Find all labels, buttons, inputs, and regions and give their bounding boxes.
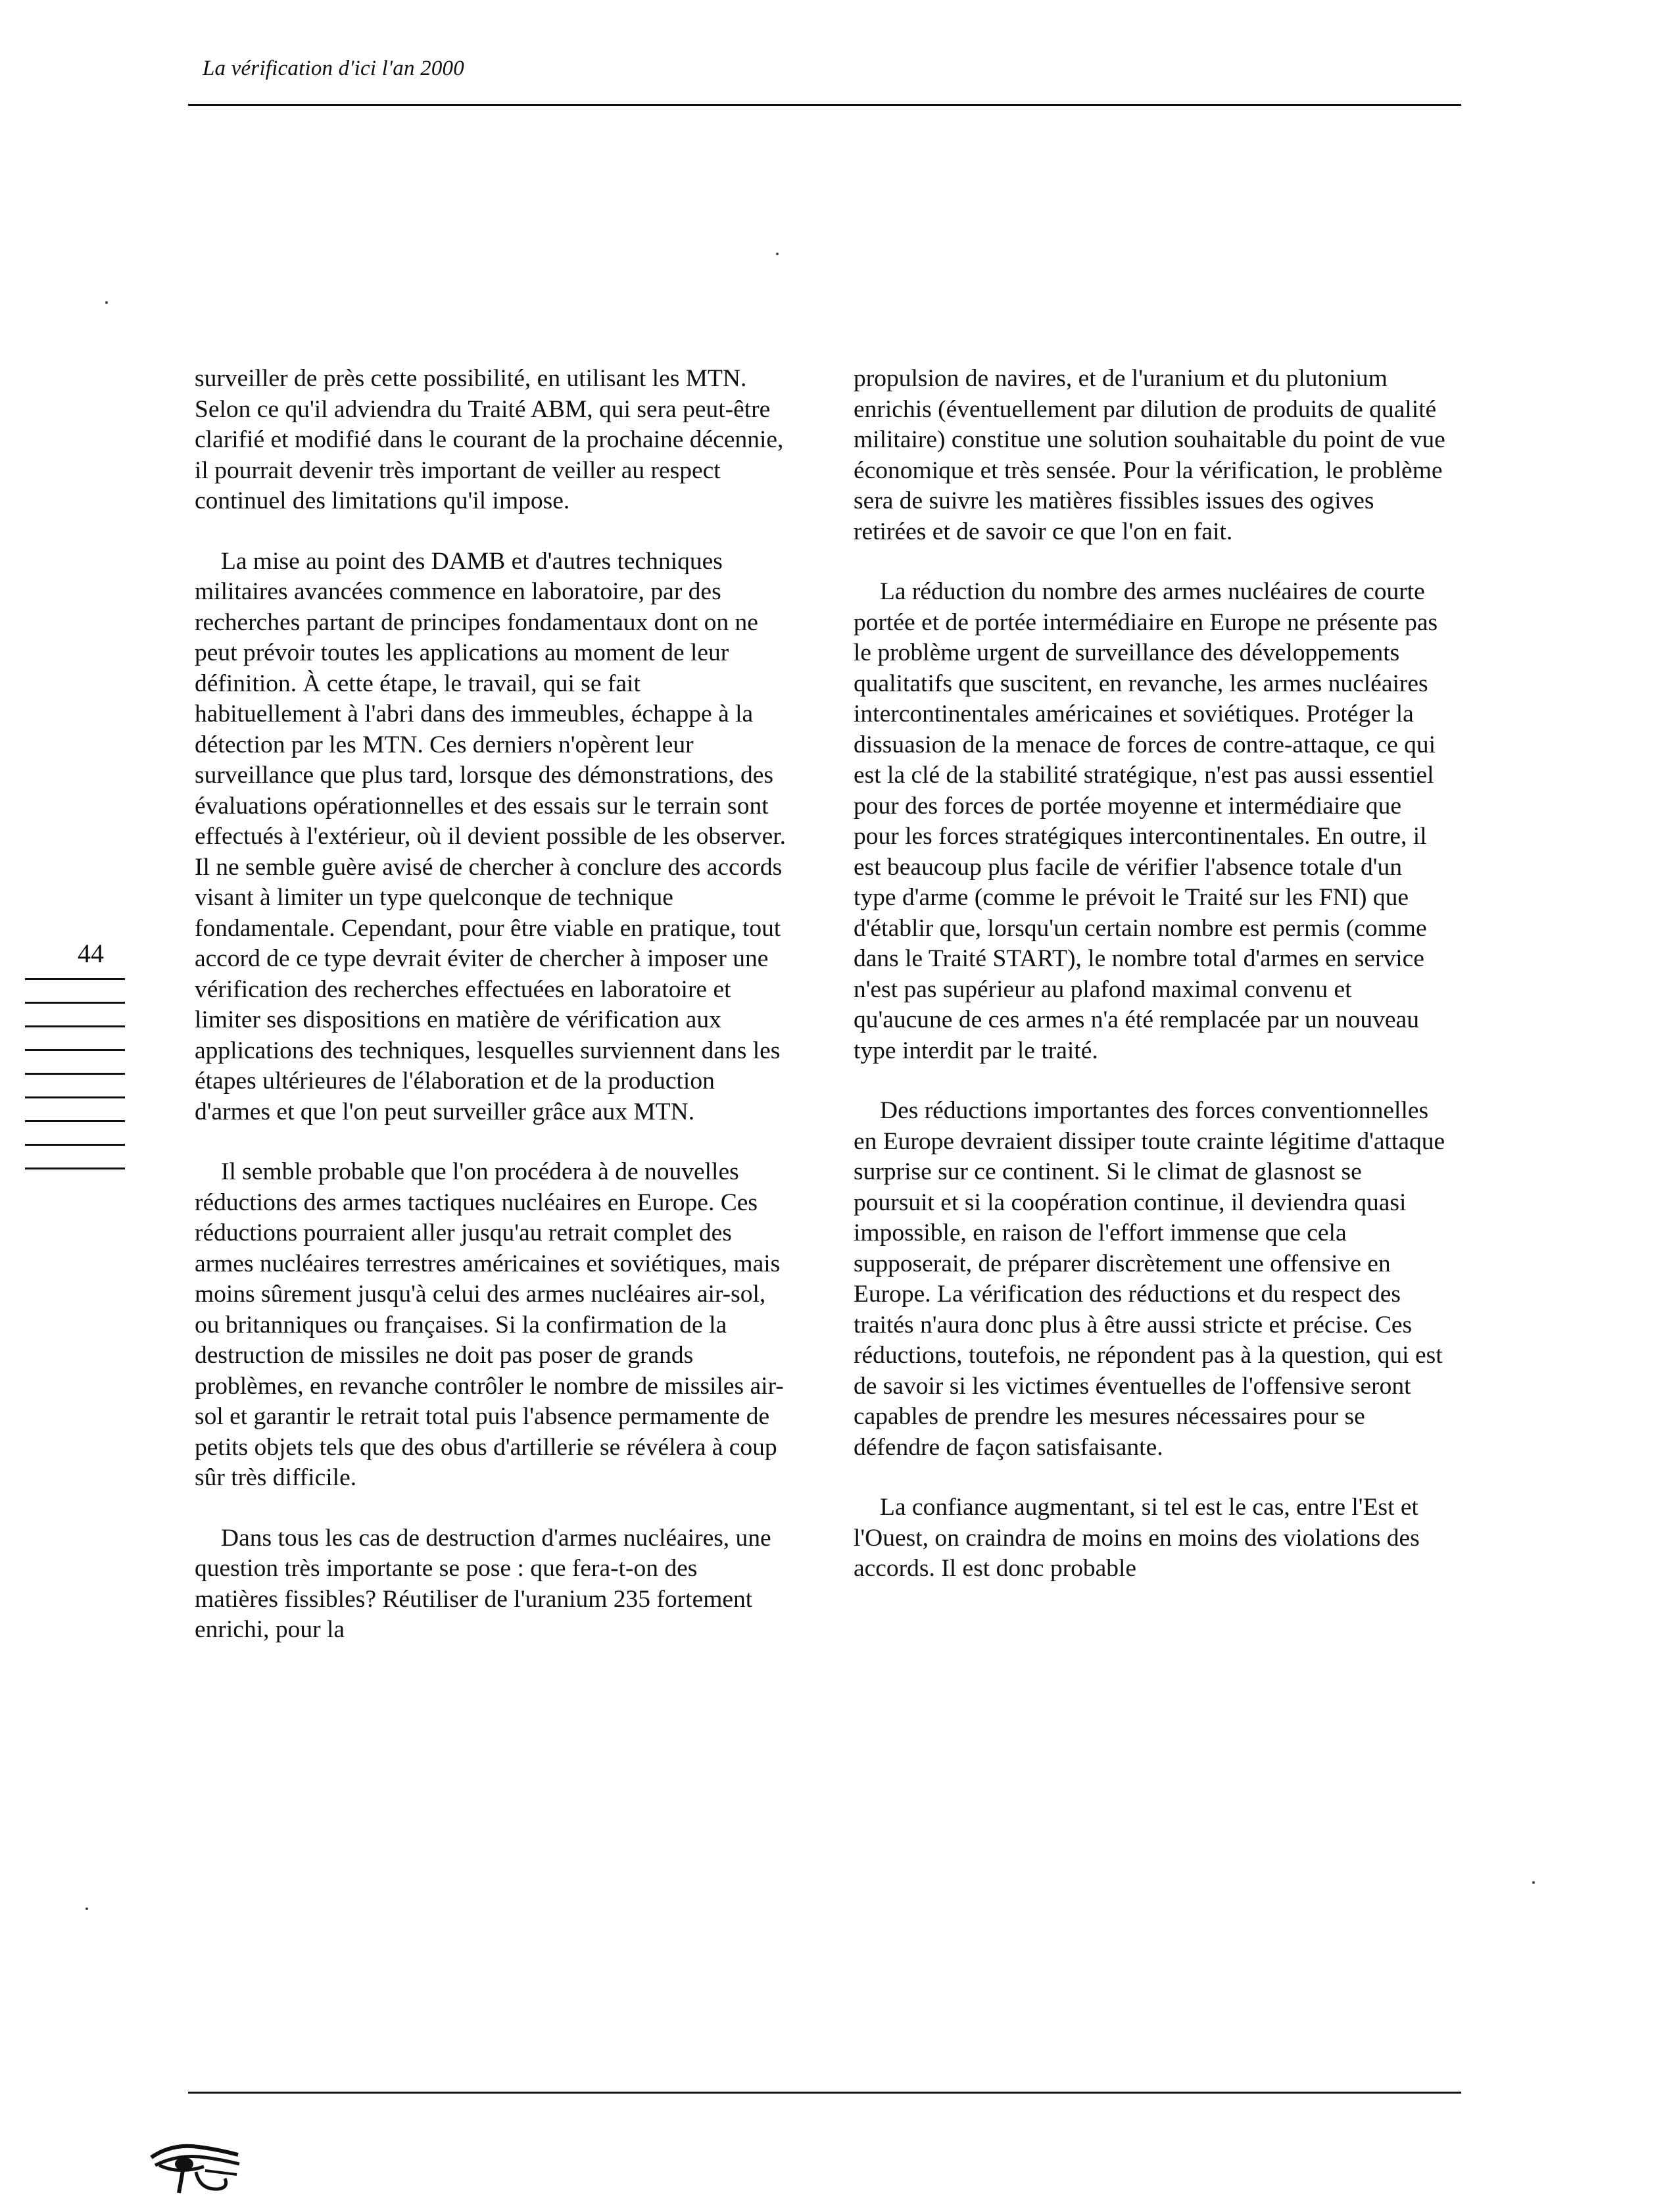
scan-speck	[105, 301, 108, 304]
running-title: La vérification d'ici l'an 2000	[203, 57, 464, 80]
scan-speck	[1532, 1881, 1535, 1884]
paragraph: Dans tous les cas de destruction d'armes nucléaires, une question très importante se pose : que fera-t-on des matières fissibles? Réutiliser de l'uranium 235 fortement enrichi, pour la	[195, 1524, 771, 1643]
margin-rule	[25, 1049, 125, 1051]
margin-rule	[25, 1073, 125, 1075]
margin-rule	[25, 1120, 125, 1122]
margin-rule	[25, 1167, 125, 1169]
eye-of-horus-logo-icon	[146, 2138, 245, 2198]
paragraph: La mise au point des DAMB et d'autres techniques militaires avancées commence en laboratoire, par des recherches partant de principes fondamentaux dont on ne peut prévoir toutes les applications au moment de leur définition. À cette étape, le travail, qui se fait habituellement à l'abri dans des immeubles, échappe à la détection par les MTN. Ces derniers n'opèrent leur surveillance que plus tard, lorsque des démonstrations, des évaluations opérationnelles et des essais sur le terrain sont effectués à l'extérieur, où il devient possible de les observer. Il ne semble guère avisé de chercher à conclure des accords visant à limiter un type quelconque de technique fondamentale. Cependant, pour être viable en pratique, tout accord de ce type devrait éviter de chercher à imposer une vérification des recherches effectuées en laboratoire et limiter ses dispositions en matière de vérification aux applications des techniques, lesquelles surviennent dans les étapes ultérieures de l'élaboration et de la production d'armes et que l'on peut surveiller grâce aux MTN.	[195, 547, 786, 1125]
paragraph: Il semble probable que l'on procédera à de nouvelles réductions des armes tactiques nucléaires en Europe. Ces réductions pourraient aller jusqu'au retrait complet des armes nucléaires terrestres américaines et soviétiques, mais moins sûrement jusqu'à celui des armes nucléaires air-sol, ou britanniques ou françaises. Si la confirmation de la destruction de missiles ne doit pas poser de grands problèmes, en revanche contrôler le nombre de missiles air-sol et garantir le retrait total puis l'absence permamente de petits objets tels que des obus d'artillerie se révélera à coup sûr très difficile.	[195, 1158, 784, 1491]
margin-rule	[25, 1002, 125, 1004]
header-rule	[188, 104, 1461, 106]
margin-rule	[25, 1144, 125, 1146]
margin-rules	[25, 978, 125, 1191]
margin-rule	[25, 1096, 125, 1098]
right-column	[854, 364, 1445, 1614]
paragraph: La confiance augmentant, si tel est le cas, entre l'Est et l'Ouest, on craindra de moins en moins des violations des accords. Il est donc probable	[854, 1494, 1420, 1582]
page-number: 44	[78, 939, 104, 968]
paragraph: propulsion de navires, et de l'uranium et du plutonium enrichis (éventuellement par dilution de produits de qualité militaire) constitue une solution souhaitable du point de vue économique et très sensée. Pour la vérification, le problème sera de suivre les matières fissibles issues des ogives retirées et de savoir ce que l'on en fait.	[854, 365, 1445, 545]
paragraph: surveiller de près cette possibilité, en utilisant les MTN. Selon ce qu'il adviendra du Traité ABM, qui sera peut-être clarifié et modifié dans le courant de la prochaine décennie, il pourrait devenir très important de veiller au respect continuel des limitations qu'il impose.	[195, 365, 784, 514]
left-column	[195, 364, 786, 1675]
margin-rule	[25, 1025, 125, 1027]
margin-rule	[25, 978, 125, 980]
paragraph: La réduction du nombre des armes nucléaires de courte portée et de portée intermédiaire en Europe ne présente pas le problème urgent de surveillance des développements qualitatifs que suscitent, en revanche, les armes nucléaires intercontinentales américaines et soviétiques. Protéger la dissuasion de la menace de forces de contre-attaque, ce qui est la clé de la stabilité stratégique, n'est pas aussi essentiel pour des forces de portée moyenne et intermédiaire que pour les forces stratégiques intercontinentales. En outre, il est beaucoup plus facile de vérifier l'absence totale d'un type d'arme (comme le prévoit le Traité sur les FNI) que d'établir que, lorsqu'un certain nombre est permis (comme dans le Traité START), le nombre total d'armes en service n'est pas supérieur au plafond maximal convenu et qu'aucune de ces armes n'a été remplacée par un nouveau type interdit par le traité.	[854, 578, 1438, 1064]
scan-speck	[85, 1907, 88, 1910]
scan-speck	[776, 253, 779, 255]
footer-rule	[188, 2092, 1461, 2094]
paragraph: Des réductions importantes des forces conventionnelles en Europe devraient dissiper toute crainte légitime d'attaque surprise sur ce continent. Si le climat de glasnost se poursuit et si la coopération continue, il deviendra quasi impossible, en raison de l'effort immense que cela supposerait, de préparer discrètement une offensive en Europe. La vérification des réductions et du respect des traités n'aura donc plus à être aussi stricte et précise. Ces réductions, toutefois, ne répondent pas à la question, qui est de savoir si les victimes éventuelles de l'offensive seront capables de prendre les mesures nécessaires pour se défendre de façon satisfaisante.	[854, 1097, 1445, 1461]
